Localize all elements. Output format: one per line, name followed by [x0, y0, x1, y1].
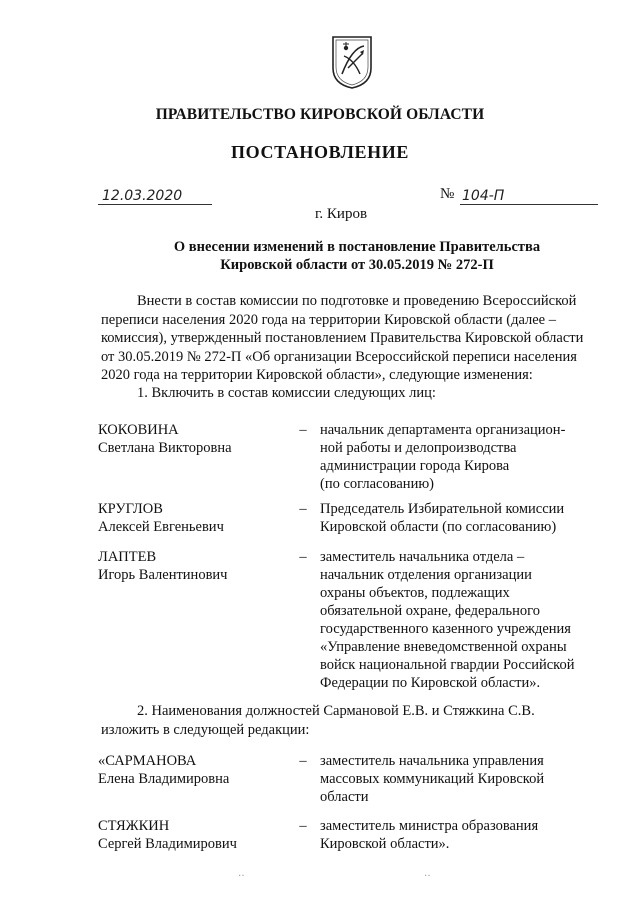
member-surname: СТЯЖКИН: [98, 818, 170, 834]
coat-of-arms-icon: [330, 34, 374, 90]
document-date: 12.03.2020: [98, 188, 212, 205]
member-position: начальник департамента организацион- ной работы и делопроизводства администрации города Кирова (по согласованию): [320, 422, 566, 492]
member-position: заместитель начальника управления массовых коммуникаций Кировской области: [320, 753, 545, 805]
dash-separator: –: [299, 501, 307, 517]
member-position: Председатель Избирательной комиссии Кировской области (по согласованию): [320, 501, 565, 535]
member-position: заместитель министра образования Кировской области».: [320, 818, 539, 852]
member-given-name: Алексей Евгеньевич: [98, 519, 224, 535]
member-surname: КОКОВИНА: [98, 422, 179, 438]
intro-paragraph: [101, 292, 596, 385]
document-number: 104-П: [460, 188, 598, 205]
member-given-name: Светлана Викторовна: [98, 440, 232, 456]
member-surname: «САРМАНОВА: [98, 753, 197, 769]
number-sign: №: [440, 186, 455, 202]
dash-separator: –: [299, 753, 307, 769]
city: г. Киров: [314, 206, 368, 222]
member-name: [98, 421, 278, 457]
member-given-name: Сергей Владимирович: [98, 836, 237, 852]
text-line: комиссия), утвержденный постановлением Правительства Кировской области: [101, 330, 584, 346]
member-surname: КРУГЛОВ: [98, 501, 163, 517]
item-2-paragraph: [101, 702, 596, 739]
item-1-heading: 1. Включить в состав комиссии следующих лиц:: [137, 385, 436, 401]
member-given-name: Игорь Валентинович: [98, 567, 228, 583]
dash-separator: –: [299, 422, 307, 438]
dash-separator: –: [299, 818, 307, 834]
text-line: 2020 года на территории Кировской области», следующие изменения:: [101, 367, 533, 383]
member-name: [98, 752, 278, 788]
text-line: изложить в следующей редакции:: [101, 721, 310, 738]
text-line: 2. Наименования должностей Сармановой Е.В. и Стяжкина С.В.: [137, 703, 535, 719]
scan-mark: ‥: [424, 868, 431, 879]
scan-mark: ‥: [238, 868, 245, 879]
text-line: от 30.05.2019 № 272-П «Об организации Всероссийской переписи населения: [101, 348, 577, 365]
text-line: Внести в состав комиссии по подготовке и проведению Всероссийской: [137, 293, 577, 309]
text-line: переписи населения 2020 года на территории Кировской области (далее –: [101, 311, 556, 328]
member-given-name: Елена Владимировна: [98, 771, 230, 787]
document-type: ПОСТАНОВЛЕНИЕ: [231, 142, 409, 162]
title-line: Кировской области от 30.05.2019 № 272-П: [220, 257, 494, 273]
document-title: [0, 238, 640, 274]
member-name: [98, 817, 278, 853]
dash-separator: –: [299, 549, 307, 565]
member-surname: ЛАПТЕВ: [98, 549, 157, 565]
member-name: [98, 548, 278, 584]
member-position: заместитель начальника отдела – начальник отделения организации охраны объектов, подлежащих обязательной охране, федерального государственного казенного учреждения «Управление вневедомственной охраны войск национальной гвардии Российской Федерации по Кировской области».: [320, 549, 575, 691]
member-name: [98, 500, 278, 536]
organization-name: ПРАВИТЕЛЬСТВО КИРОВСКОЙ ОБЛАСТИ: [155, 106, 485, 123]
title-line: О внесении изменений в постановление Правительства: [173, 239, 541, 255]
